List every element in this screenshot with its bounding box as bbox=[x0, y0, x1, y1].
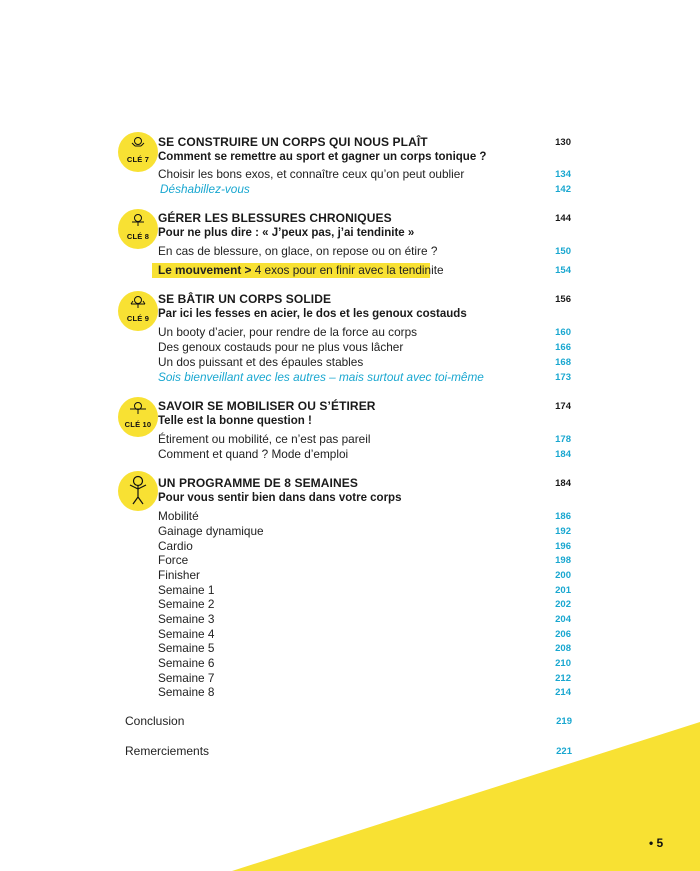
cle-badge-label: CLÉ 7 bbox=[126, 155, 150, 164]
toc-entry[interactable] bbox=[158, 325, 578, 340]
entry-text: Semaine 1 bbox=[158, 583, 215, 597]
mascot-badge bbox=[118, 471, 158, 511]
toc-entry[interactable] bbox=[158, 597, 578, 612]
page-ref: 210 bbox=[555, 658, 571, 669]
page-ref: 206 bbox=[555, 629, 571, 640]
page-ref: 196 bbox=[555, 541, 571, 552]
toc-entry[interactable] bbox=[158, 524, 578, 539]
mascot-icon bbox=[118, 209, 158, 249]
toc-entry-highlighted[interactable] bbox=[158, 263, 578, 278]
entry-text: Semaine 5 bbox=[158, 641, 215, 655]
section-title: GÉRER LES BLESSURES CHRONIQUES bbox=[158, 211, 392, 225]
page-ref: 201 bbox=[555, 585, 571, 596]
page-ref: 184 bbox=[555, 478, 571, 489]
toc-entry[interactable] bbox=[158, 182, 578, 197]
page-ref: 204 bbox=[555, 614, 571, 625]
cle-badge-label: CLÉ 10 bbox=[124, 420, 152, 429]
cle-badge bbox=[118, 291, 158, 331]
page-ref: 212 bbox=[555, 673, 571, 684]
entry-text: Étirement ou mobilité, ce n’est pas pareil bbox=[158, 432, 371, 446]
toc-entry[interactable] bbox=[158, 553, 578, 568]
entry-text: Semaine 4 bbox=[158, 627, 215, 641]
subtitle-text: Pour vous sentir bien dans dans votre corps bbox=[158, 492, 402, 504]
entry-text bbox=[158, 263, 444, 278]
toc-entry[interactable] bbox=[158, 167, 578, 182]
toc-section-cle-8 bbox=[118, 209, 578, 281]
cle-badge-label: CLÉ 9 bbox=[126, 314, 150, 323]
toc-entry[interactable] bbox=[158, 355, 578, 370]
page-ref: 214 bbox=[555, 687, 571, 698]
subtitle-text: Telle est la bonne question ! bbox=[158, 415, 312, 427]
toc-entry[interactable] bbox=[158, 641, 578, 656]
toc-entry[interactable] bbox=[158, 447, 578, 462]
page-ref: 192 bbox=[555, 526, 571, 537]
page-number: • 5 bbox=[649, 836, 664, 850]
entry-text: En cas de blessure, on glace, on repose ou on étire ? bbox=[158, 244, 438, 258]
entry-text: Déshabillez-vous bbox=[160, 182, 250, 196]
entry-text: Conclusion bbox=[125, 714, 185, 728]
subtitle-text: Par ici les fesses en acier, le dos et les genoux costauds bbox=[158, 308, 467, 320]
section-subtitle bbox=[158, 150, 578, 165]
page-ref: 198 bbox=[555, 555, 571, 566]
page-ref: 166 bbox=[555, 342, 571, 353]
entry-text: Un dos puissant et des épaules stables bbox=[158, 355, 364, 369]
section-title-row[interactable] bbox=[158, 135, 578, 150]
entry-text: Semaine 2 bbox=[158, 597, 215, 611]
section-title: SE BÂTIR UN CORPS SOLIDE bbox=[158, 292, 332, 306]
entry-text: Semaine 6 bbox=[158, 656, 215, 670]
toc-section-programme bbox=[118, 471, 578, 703]
page-ref: 160 bbox=[555, 327, 571, 338]
entry-text: Finisher bbox=[158, 568, 200, 582]
entry-bold-prefix: Le mouvement > bbox=[158, 263, 252, 277]
section-subtitle bbox=[158, 414, 578, 429]
section-title: SAVOIR SE MOBILISER OU S’ÉTIRER bbox=[158, 399, 376, 413]
page-ref: 174 bbox=[555, 401, 571, 412]
section-title-row[interactable] bbox=[158, 399, 578, 414]
page-ref: 219 bbox=[556, 716, 572, 727]
toc-entry[interactable] bbox=[158, 627, 578, 642]
entry-text: Des genoux costauds pour ne plus vous lâcher bbox=[158, 340, 404, 354]
section-title-row[interactable] bbox=[158, 292, 578, 307]
entry-text: Remerciements bbox=[125, 744, 210, 758]
toc-entry[interactable] bbox=[158, 612, 578, 627]
page-ref: 184 bbox=[555, 449, 571, 460]
subtitle-text: Pour ne plus dire : « J’peux pas, j’ai tendinite » bbox=[158, 227, 415, 239]
page-ref: 130 bbox=[555, 137, 571, 148]
mascot-icon bbox=[118, 291, 158, 331]
toc-entry[interactable] bbox=[158, 656, 578, 671]
toc-entry[interactable] bbox=[158, 509, 578, 524]
page-ref: 202 bbox=[555, 599, 571, 610]
page-ref: 221 bbox=[556, 746, 572, 757]
page-ref: 200 bbox=[555, 570, 571, 581]
page-ref: 134 bbox=[555, 169, 571, 180]
entry-rest: 4 exos pour en finir avec la tendinite bbox=[251, 263, 444, 277]
toc-entry-conclusion[interactable] bbox=[125, 714, 572, 729]
page-ref: 173 bbox=[555, 372, 571, 383]
page-ref: 168 bbox=[555, 357, 571, 368]
toc-entry[interactable] bbox=[158, 340, 578, 355]
section-subtitle bbox=[158, 307, 578, 322]
toc-entry[interactable] bbox=[158, 370, 578, 385]
toc-section-cle-7 bbox=[118, 132, 578, 198]
entry-text: Choisir les bons exos, et connaître ceux qu’on peut oublier bbox=[158, 167, 465, 181]
entry-text: Gainage dynamique bbox=[158, 524, 264, 538]
cle-badge bbox=[118, 397, 158, 437]
page-ref: 154 bbox=[555, 265, 571, 276]
page-ref: 144 bbox=[555, 213, 571, 224]
section-title-row[interactable] bbox=[158, 211, 578, 226]
toc-entry[interactable] bbox=[158, 539, 578, 554]
section-subtitle bbox=[158, 491, 578, 506]
section-title: SE CONSTRUIRE UN CORPS QUI NOUS PLAÎT bbox=[158, 135, 428, 149]
toc-entry[interactable] bbox=[158, 568, 578, 583]
page-ref: 156 bbox=[555, 294, 571, 305]
entry-text: Semaine 7 bbox=[158, 671, 215, 685]
subtitle-text: Comment se remettre au sport et gagner un corps tonique ? bbox=[158, 151, 487, 163]
mascot-icon bbox=[118, 397, 158, 437]
entry-text: Semaine 8 bbox=[158, 685, 215, 699]
page-ref: 142 bbox=[555, 184, 571, 195]
entry-text: Mobilité bbox=[158, 509, 199, 523]
page-ref: 150 bbox=[555, 246, 571, 257]
entry-text: Sois bienveillant avec les autres – mais surtout avec toi-même bbox=[158, 370, 484, 384]
toc-section-cle-9 bbox=[118, 291, 578, 387]
toc-entry[interactable] bbox=[158, 244, 578, 259]
toc-entry[interactable] bbox=[158, 432, 578, 447]
toc-entry-remerciements[interactable] bbox=[125, 744, 572, 759]
cle-badge-label: CLÉ 8 bbox=[126, 232, 150, 241]
mascot-icon bbox=[118, 132, 158, 172]
toc-entry[interactable] bbox=[158, 685, 578, 700]
page-ref: 178 bbox=[555, 434, 571, 445]
cle-badge bbox=[118, 132, 158, 172]
page-ref: 186 bbox=[555, 511, 571, 522]
entry-text: Force bbox=[158, 553, 189, 567]
entry-text: Cardio bbox=[158, 539, 193, 553]
mascot-icon bbox=[118, 471, 158, 511]
toc-entry[interactable] bbox=[158, 583, 578, 598]
entry-text: Comment et quand ? Mode d’emploi bbox=[158, 447, 349, 461]
toc-entry[interactable] bbox=[158, 671, 578, 686]
section-title-row[interactable] bbox=[158, 476, 578, 491]
section-title: UN PROGRAMME DE 8 SEMAINES bbox=[158, 476, 358, 490]
section-subtitle bbox=[158, 226, 578, 241]
entry-text: Un booty d’acier, pour rendre de la force au corps bbox=[158, 325, 418, 339]
entry-text: Semaine 3 bbox=[158, 612, 215, 626]
page-ref: 208 bbox=[555, 643, 571, 654]
cle-badge bbox=[118, 209, 158, 249]
toc-section-cle-10 bbox=[118, 397, 578, 463]
